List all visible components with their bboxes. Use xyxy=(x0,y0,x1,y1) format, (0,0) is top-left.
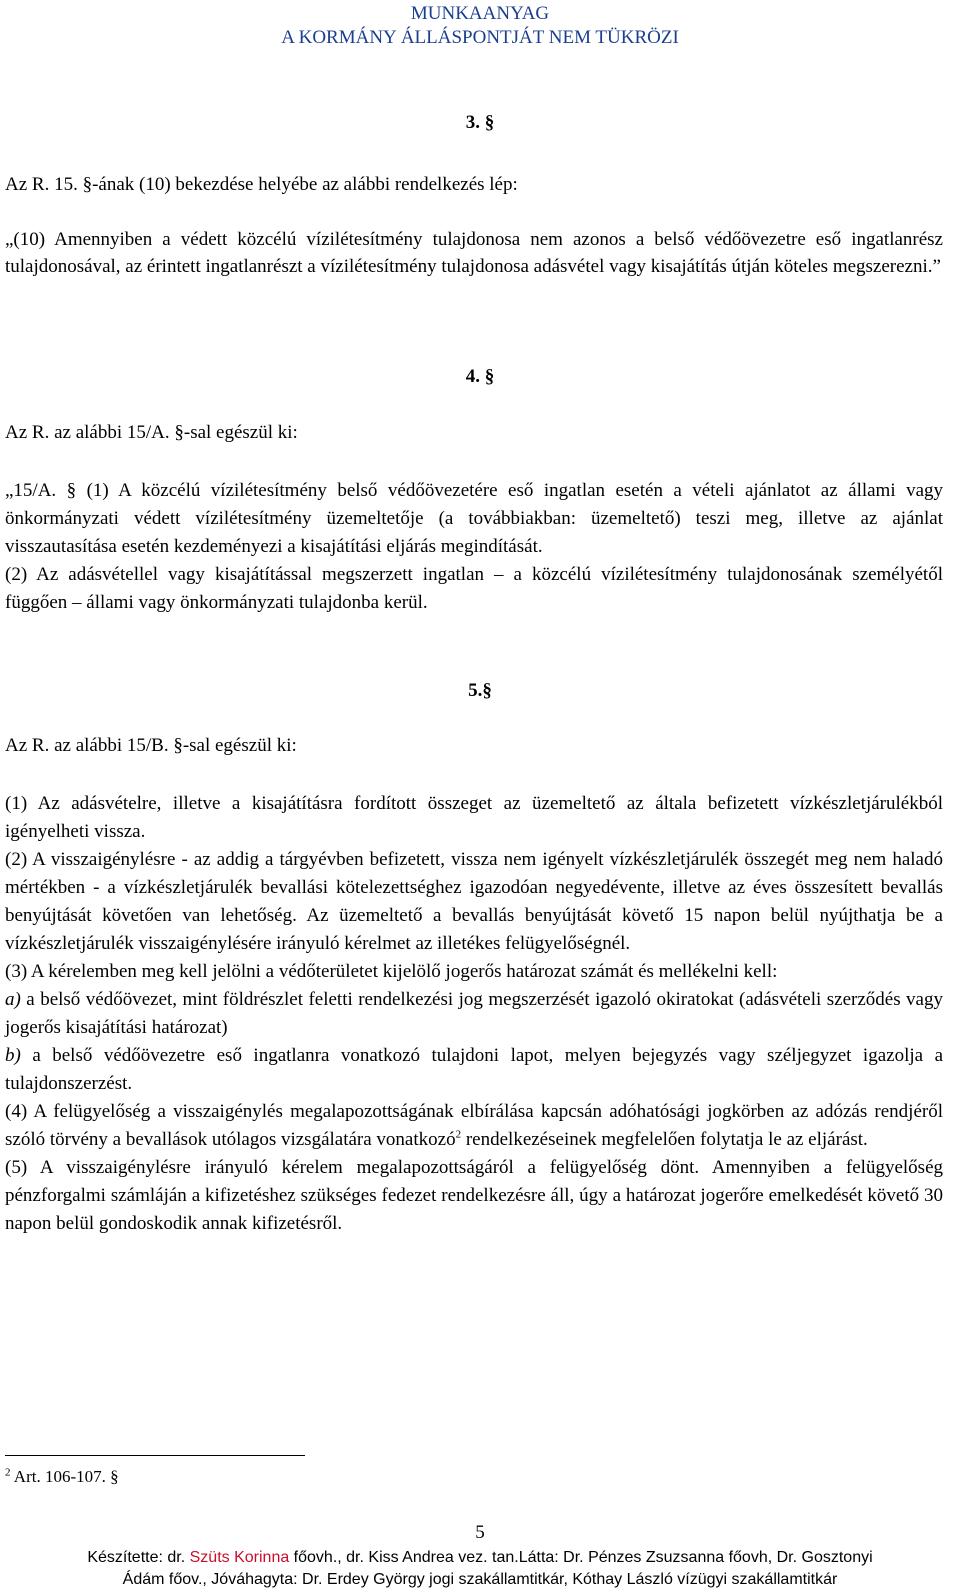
footnote xyxy=(5,1467,119,1487)
section-5-item-a xyxy=(5,986,943,1042)
credits-line-1 xyxy=(0,1546,960,1570)
footnote-divider xyxy=(5,1455,305,1456)
section-4-paragraph-2: (2) Az adásvétellel vagy kisajátítással megszerzett ingatlan – a közcélú vízilétesítmény tulajdonosának személyétől függően – állami vagy önkormányzati tulajdonba kerül. xyxy=(5,564,943,613)
paragraph-4-text: (4) A felügyelőség a visszaigénylés megalapozottságának elbírálása kapcsán adóhatósági jogkörben az adózás rendjéről szóló törvény a bevallások utólagos vizsgálatára vonatkozó xyxy=(5,1101,943,1150)
section-4-paragraph-1: „15/A. § (1) A közcélú vízilétesítmény belső védőövezetére eső ingatlan esetén a vételi ajánlatot az állami vagy önkormányzati védett vízilétesítmény üzemeltetője (a továbbiakban: üzemeltető) teszi meg, illetve az ajánlat visszautasítása esetén kezdeményezi a kisajátítási eljárás megindítását. xyxy=(5,480,943,557)
footnote-text: Art. 106-107. § xyxy=(10,1467,119,1486)
section-5-paragraph-5: (5) A visszaigénylésre irányuló kérelem megalapozottságáról a felügyelőség dönt. Amennyiben a felügyelőség pénzforgalmi számláján a kifizetéshez szükséges fedezet rendelkezésre áll, úgy a határozat jogerőre emelkedését követő 30 napon belül gondoskodik annak kifizetésről. xyxy=(5,1157,943,1234)
section-5-title: 5.§ xyxy=(468,680,492,701)
section-4-body xyxy=(5,477,943,617)
credits-prefix: Készítette: dr. xyxy=(87,1549,190,1566)
draft-header-line1: MUNKAANYAG xyxy=(410,3,550,24)
section-5-item-b xyxy=(5,1042,943,1098)
section-3-body xyxy=(5,226,943,280)
credits-author-highlight: Szüts Korinna xyxy=(189,1549,290,1566)
item-b-label: b) xyxy=(5,1045,21,1066)
section-5-paragraph-2: (2) A visszaigénylésre - az addig a tárgyévben befizetett, vissza nem igényelt vízkészletjárulék összegét meg nem haladó mértékben - a vízkészletjárulék bevallási kötelezettséghez igazodóan negyedévente, illetve az éves összesített bevallás benyújtását követően van lehetőség. Az üzemeltető a bevallás benyújtását követő 15 napon belül nyújthatja be a vízkészletjárulék visszaigénylésére irányuló kérelmet az illetékes felügyelőségnél. xyxy=(5,849,943,954)
section-5-body xyxy=(5,790,943,1238)
credits-rest: főovh., dr. Kiss Andrea vez. tan.Látta: Dr. Pénzes Zsuzsanna főovh, Dr. Gosztonyi xyxy=(289,1549,873,1566)
section-3-paragraph: „(10) Amennyiben a védett közcélú vízilétesítmény tulajdonosa nem azonos a belső védőövezetre eső ingatlanrész tulajdonosával, az érintett ingatlanrészt a vízilétesítmény tulajdonosa adásvétel vagy kisajátítás útján köteles megszerezni.” xyxy=(5,229,943,277)
section-5-paragraph-4 xyxy=(5,1098,943,1154)
section-3-title: 3. § xyxy=(465,112,495,133)
draft-header-line2: A KORMÁNY ÁLLÁSPONTJÁT NEM TÜKRÖZI xyxy=(281,27,679,48)
section-5-paragraph-3: (3) A kérelemben meg kell jelölni a védőterületet kijelölő jogerős határozat számát és mellékelni kell: xyxy=(5,961,778,982)
footnote-reference[interactable]: 2 xyxy=(455,1128,462,1141)
paragraph-4-end: rendelkezéseinek megfelelően folytatja le az eljárást. xyxy=(461,1129,868,1150)
credits-line-2: Ádám főov., Jóváhagyta: Dr. Erdey György jogi szakállamtitkár, Kóthay László vízügyi szakállamtitkár xyxy=(122,1571,838,1588)
item-a-text: a belső védőövezet, mint földrészlet feletti rendelkezési jog megszerzését igazoló okiratokat (adásvételi szerződés vagy jogerős kisajátítási határozat) xyxy=(5,989,943,1038)
section-5-paragraph-1: (1) Az adásvételre, illetve a kisajátításra fordított összeget az üzemeltető az általa befizetett vízkészletjárulékból igényelheti vissza. xyxy=(5,793,943,842)
item-b-text: a belső védőövezetre eső ingatlanra vonatkozó tulajdoni lapot, melyen bejegyzés vagy széljegyzet igazolja a tulajdonszerzést. xyxy=(5,1045,943,1094)
footnote-number: 2 xyxy=(5,1466,11,1479)
section-3-intro: Az R. 15. §-ának (10) bekezdése helyébe az alábbi rendelkezés lép: xyxy=(5,174,518,195)
section-4-intro: Az R. az alábbi 15/A. §-sal egészül ki: xyxy=(5,422,298,443)
page-number: 5 xyxy=(475,1522,485,1543)
section-5-intro: Az R. az alábbi 15/B. §-sal egészül ki: xyxy=(5,735,297,756)
section-4-title: 4. § xyxy=(465,366,495,387)
item-a-label: a) xyxy=(5,989,21,1010)
